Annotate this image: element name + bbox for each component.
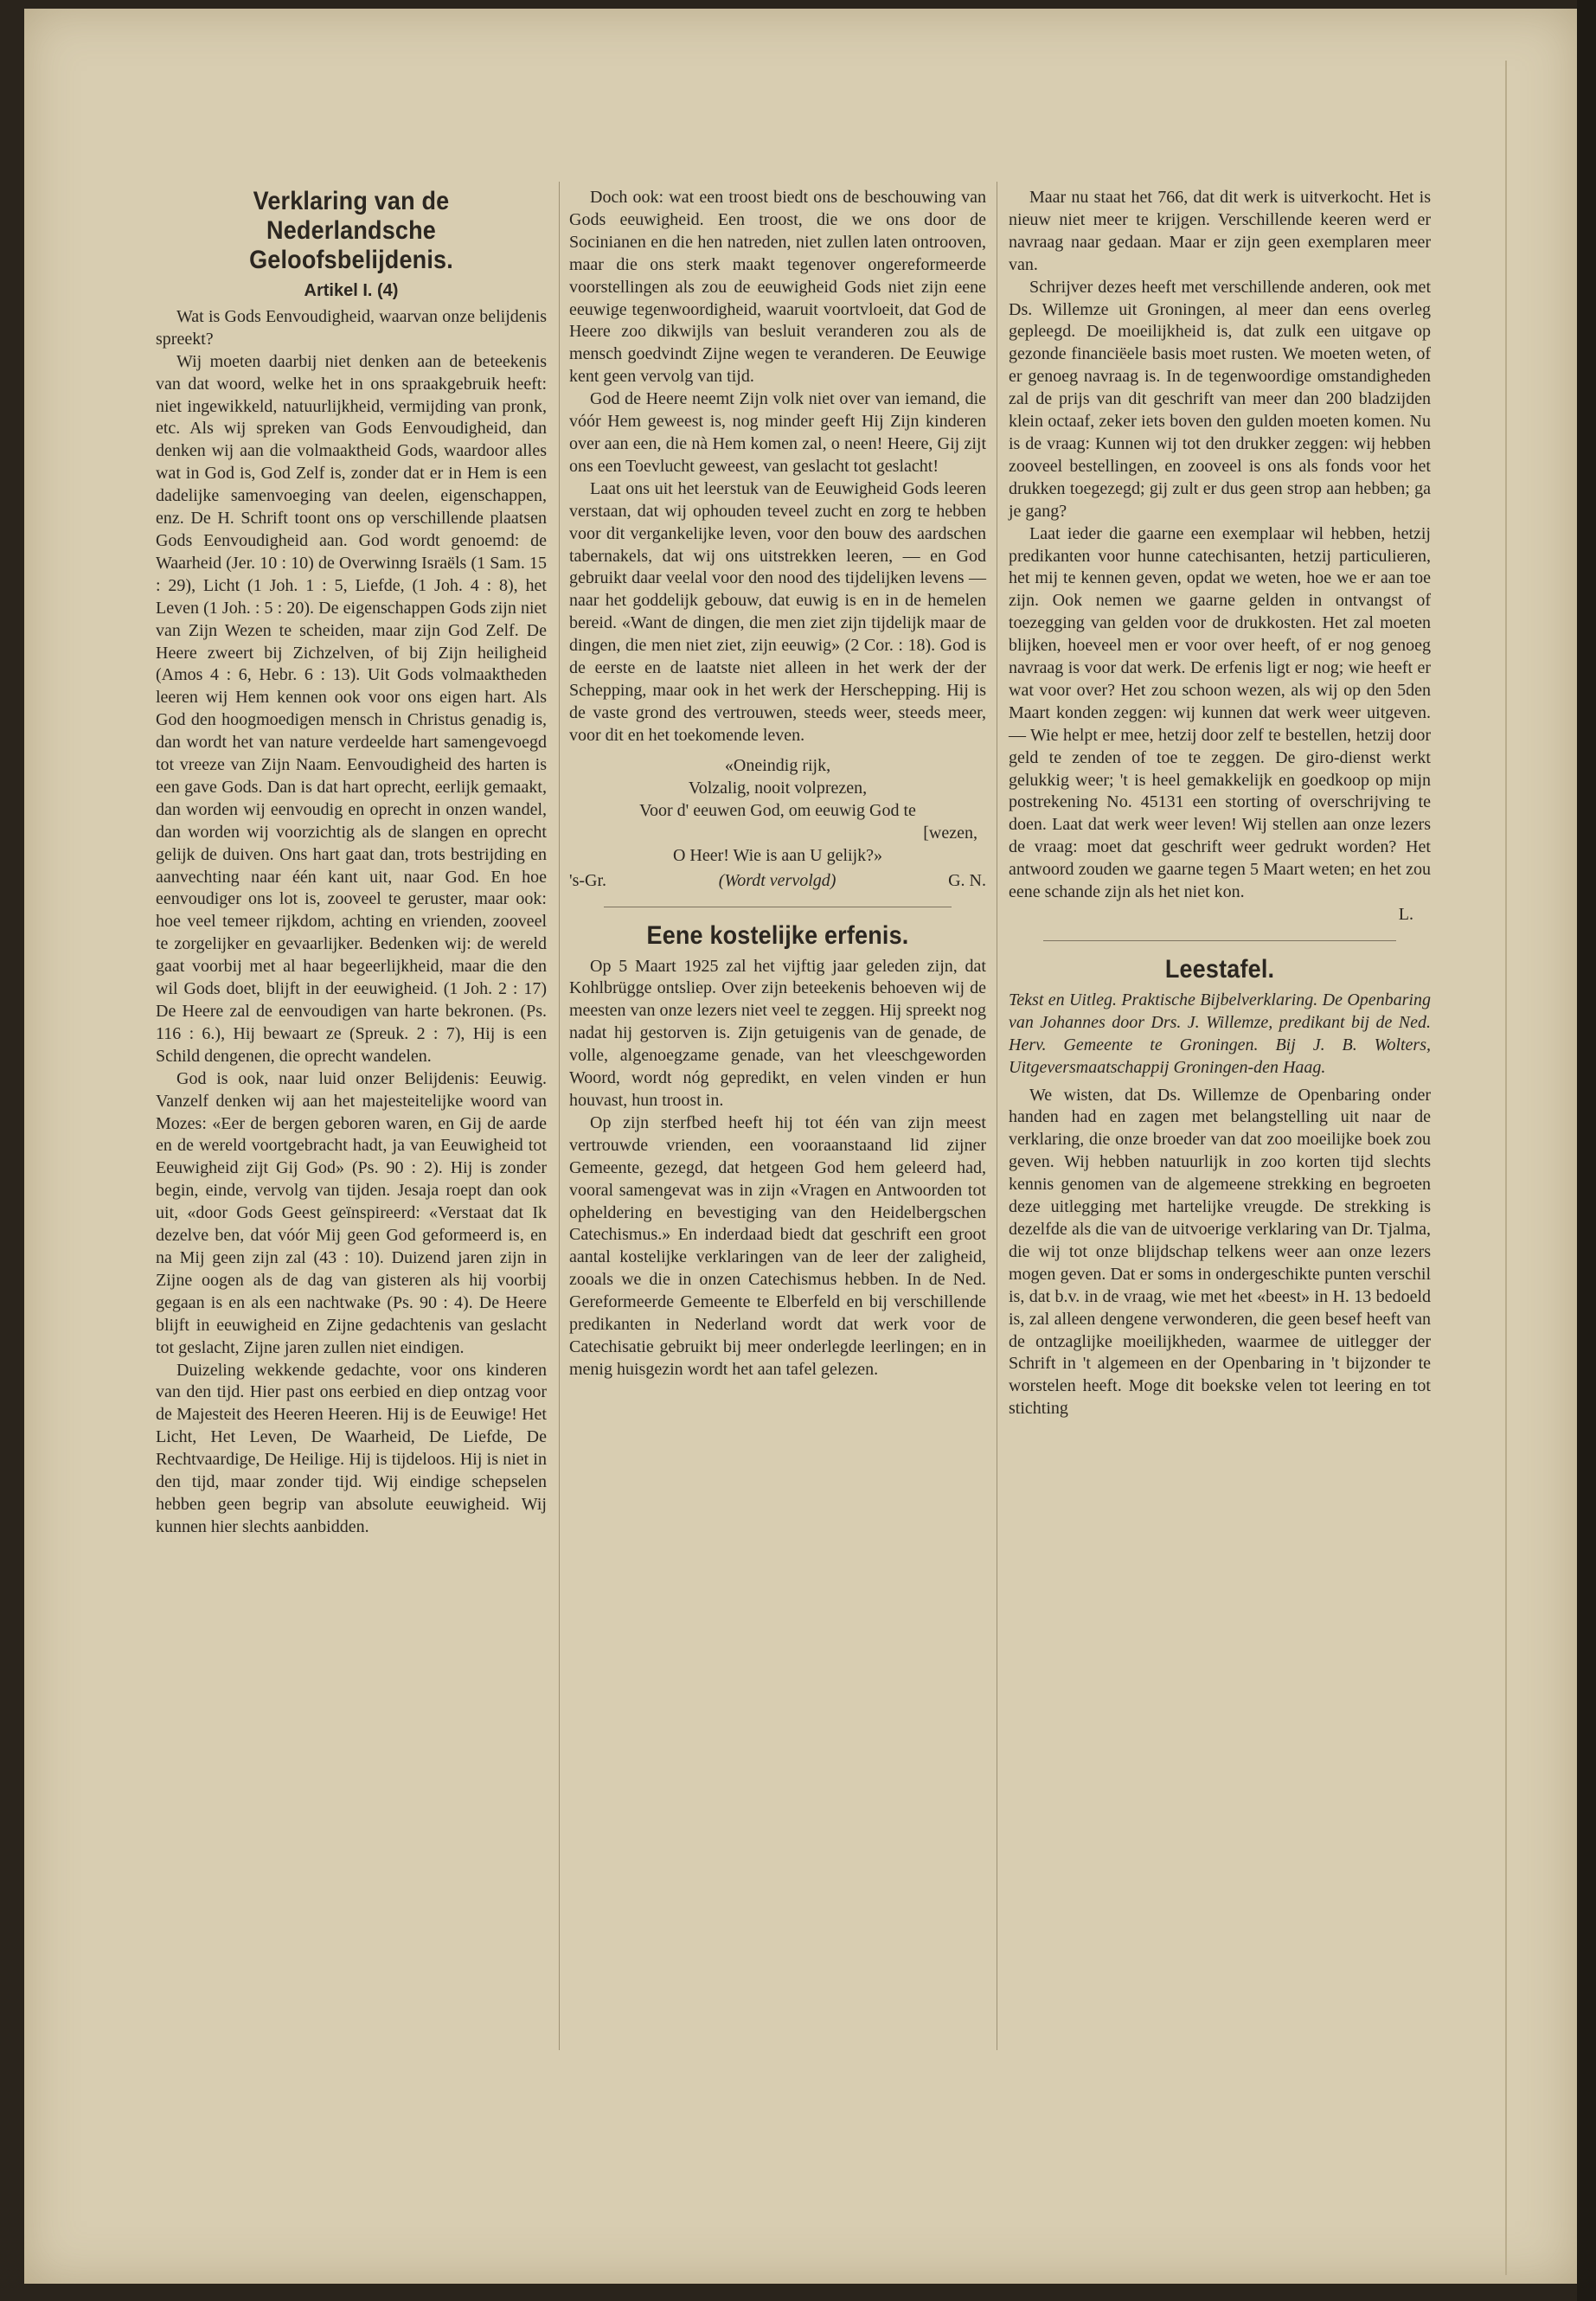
article-signature <box>569 870 986 893</box>
book-reference: Tekst en Uitleg. Praktische Bijbelverklaring. De Openbaring van Johannes door Drs. J. Willemze, predikant bij de Ned. Herv. Gemeente te Groningen. Bij J. B. Wolters, Uitgeversmaatschappij Groningen-den Haag. <box>1009 990 1431 1077</box>
column-2 <box>569 187 986 1381</box>
column-rule <box>559 182 560 2050</box>
article-title: Verklaring van de Nederlandsche Geloofsbelijdenis. <box>249 187 453 274</box>
signature-author: G. N. <box>948 870 986 890</box>
article-paragraph: Duizeling wekkende gedachte, voor ons kinderen van den tijd. Hier past ons eerbied en diep ontzag voor de Majesteit des Heeren Heeren. Hij is de Eeuwige! Het Licht, Het Leven, De Waarheid, De Liefde, De Rechtvaardige, De Heilige. Hij is tijdeloos. Hij is niet in den tijd, maar zonder tijd. Wij eindige schepselen hebben geen begrip van absolute eeuwigheid. Wij kunnen hier slechts aanbidden. <box>156 1360 547 1536</box>
article-subtitle: Artikel I. (4) <box>304 281 399 300</box>
article-paragraph: We wisten, dat Ds. Willemze de Openbaring onder handen had en zagen met belangstelling uit naar de verklaring, die onze broeder van dat zoo moeilijke boek zou geven. Wij hebben natuurlijk in zoo korten tijd slechts kennis genomen van de algemeene strekking en begroeten deze uitlegging met hartelijke vreugde. De strekking is dezelfde als die van de uitvoerige verklaring van Dr. Tjalma, die wij tot onze blijdschap telkens weer aan onze lezers mogen geven. Dat er soms in ondergeschikte punten verschil is, dat b.v. in de vraag, wie met het «beest» in H. 13 bedoeld is, zal alleen dengene verwonderen, die geen besef heeft van de ontzaglijke moeilijkheden, waarmee de uitlegger der Schrift in 't algemeen en der Openbaring in 't bijzonder te worstelen heeft. Moge dit boekske velen tot leering en tot stichting <box>1009 1085 1431 1419</box>
poem-line: O Heer! Wie is aan U gelijk?» <box>672 845 883 865</box>
article-paragraph: Doch ook: wat een troost biedt ons de beschouwing van Gods eeuwigheid. Een troost, die we ons door de Socinianen en die hen natreden, niet zullen laten ontrooven, maar die ons sterk maakt tegenover ongereformeerde voorstellingen als zou de eeuwigheid Gods niet zijn eene eeuwige tegenwoordigheid, waaruit voortvloeit, dat God de Heere zoo dikwijls van besluit veranderen zou als de mensch goedvindt Zijne wegen te veranderen. De Eeuwige kent geen vervolg van tijd. <box>569 188 986 387</box>
article-paragraph: God is ook, naar luid onzer Belijdenis: Eeuwig. Vanzelf denken wij aan het majesteitelijke woord van Mozes: «Eer de bergen geboren waren, en Gij de aarde en de wereld voortgebracht hadt, ja van Eeuwigheid tot Eeuwigheid zijt Gij God» (Ps. 90 : 2). Hij is zonder begin, einde, vervolg van tijden. Jesaja roept dan ook uit, «door Gods Geest geïnspireerd: «Verstaat dat Ik dezelve ben, dat vóór Mij geen God geformeerd is, en na Mij geen zijn zal (43 : 10). Duizend jaren zijn in Zijne oogen als de dag van gisteren als hij voorbij gegaan is en als een nachtwake (Ps. 90 : 4). De Heere blijft in eeuwigheid en Zijne gedachtenis van geslacht tot geslacht, Zijne jaren zullen niet eindigen. <box>156 1068 547 1357</box>
article-paragraph: Maar nu staat het 766, dat dit werk is uitverkocht. Het is nieuw niet meer te krijgen. Verschillende keeren werd er navraag naar gedaan. Maar er zijn geen exemplaren meer van. <box>1009 188 1431 274</box>
poem-line: «Oneindig rijk, <box>724 755 831 775</box>
article-paragraph: Op 5 Maart 1925 zal het vijftig jaar geleden zijn, dat Kohlbrügge ontsliep. Over zijn beteekenis behoeven wij de meesten van onze lezers niet veel te zeggen. Hij spreekt nog nadat hij gestorven is. Zijn getuigenis van de genade, de volle, algenoegzame genade, van het vleeschgeworden Woord, wordt nóg gepredikt, en velen vinden er hun houvast, hun troost in. <box>569 956 986 1110</box>
article-paragraph: God de Heere neemt Zijn volk niet over van iemand, die vóór Hem geweest is, nog minder geeft Hij Zijn kinderen over aan een, die nà Hem komen zal, o neen! Heere, Gij zijt ons een Toevlucht geweest, van geslacht tot geslacht! <box>569 389 986 476</box>
article-title: Eene kostelijke erfenis. <box>646 920 909 950</box>
poem-line: [wezen, <box>923 823 977 843</box>
continued-note: (Wordt vervolgd) <box>718 870 836 890</box>
scan-edge <box>1577 0 1596 2301</box>
article-title: Leestafel. <box>1164 954 1275 984</box>
column-3 <box>1009 187 1431 1420</box>
article-paragraph: Laat ieder die gaarne een exemplaar wil hebben, hetzij predikanten voor hunne catechisanten, hetzij particulieren, het mij te kennen geven, opdat we weten, hoe we er aan toe zijn. Ook nemen we gaarne gelden in ontvangst of toezegging van gelden voor de drukkosten. Het zal moeten blijken, hoeveel men er voor over heeft, of er nog genoeg navraag is voor dat werk. De erfenis ligt er nog; wie heeft er wat voor over? Het zou schoon wezen, als wij op den 5den Maart konden zeggen: wij kunnen dat werk weer uitgeven. — Wie helpt er mee, hetzij door zelf te bestellen, hetzij door geld te zenden of toe te zeggen. De giro-dienst werkt gelukkig weer; 't is heel gemakkelijk en goedkoop op mijn postrekening No. 45131 een storting of overschrijving te doen. Laat dat werk weer leven! Wij stellen aan onze lezers de vraag: moet dat geschrift weer gedrukt worden? Het antwoord zouden we gaarne tegen 5 Maart weten; en het zou eene schande zijn als het niet kon. <box>1009 523 1431 902</box>
article-paragraph: Schrijver dezes heeft met verschillende anderen, ook met Ds. Willemze uit Groningen, al meer dan eens overleg gepleegd. De moeilijkheid is, dat zulk een uitgave op gezonde financiëele basis moet rusten. We moeten weten, of er genoeg navraag is. In de tegenwoordige omstandigheden zal de prijs van dit geschrift van meer dan 200 bladzijden klein octaaf, zeker iets boven den gulden moeten komen. Nu is de vraag: Kunnen wij tot den drukker zeggen: wij hebben zooveel bestellingen, en zooveel is ons als fonds voor het drukken toegezegd; gij zult er dus geen strop aan hebben; ga je gang? <box>1009 277 1431 521</box>
signature-author: L. <box>1398 905 1413 924</box>
signature-place: 's-Gr. <box>569 870 607 890</box>
poem-quote <box>569 754 986 867</box>
article-paragraph: Op zijn sterfbed heeft hij tot één van zijn meest vertrouwde vrienden, een vooraanstaand lid zijner Gemeente, gezegd, dat hetgeen God hem geleerd had, vooral samengevat was in zijn «Vragen en Antwoorden tot opheldering en bevestiging van den Heidelbergschen Catechismus.» En inderdaad biedt dat geschrift een groot aantal kostelijke verklaringen van de leer der zaligheid, zooals we die in onzen Catechismus hebben. In de Ned. Gereformeerde Gemeente te Elberfeld en bij verschillende predikanten in Nederland wordt dat werk voor de Catechisatie gebruikt bij meer onderlegde leerlingen; en in menig huisgezin wordt het aan tafel gelezen. <box>569 1112 986 1379</box>
article-paragraph: Wat is Gods Eenvoudigheid, waarvan onze belijdenis spreekt? <box>156 306 547 349</box>
article-paragraph: Laat ons uit het leerstuk van de Eeuwigheid Gods leeren verstaan, dat wij ophouden teveel zucht en zorg te hebben voor dit vergankelijke leven, voor den bouw des aardschen tabernakels, dat wij ons uitstrekken leeren, — en God gebruikt daar veelal voor den nood des tijdelijken levens — naar het goddelijk gebouw, dat euwig is en in de hemelen bereid. «Want de dingen, die men ziet zijn tijdelijk maar de dingen, die men niet ziet, zijn eeuwig» (2 Cor. : 18). God is de eerste en de laatste niet alleen in het werk der der Schepping, maar ook in het werk der Herschepping. Hij is de vaste grond des vertrouwen, steeds weer, steeds meer, voor dit en het toekomende leven. <box>569 478 986 745</box>
article-separator <box>1043 940 1396 941</box>
page-frame-line <box>1505 61 1542 2275</box>
article-paragraph: Wij moeten daarbij niet denken aan de beteekenis van dat woord, welke het in ons spraakgebruik heeft: niet ingewikkeld, natuurlijkheid, vermijding van pronk, etc. Als wij spreken van Gods Eenvoudigheid, dan denken wij aan die volmaaktheid Gods, waardoor alles wat in God is, God Zelf is, zonder dat er in Hem is een dadelijke samenvoeging van deelen, eigenschappen, enz. De H. Schrift toont ons op verschillende plaatsen Gods Eenvoudigheid aan. God wordt genoemd: de Waarheid (Jer. 10 : 10) de Overwinng Israëls (1 Sam. 15 : 29), Licht (1 Joh. 1 : 5, Liefde, (1 Joh. 4 : 8), het Leven (1 Joh. : 5 : 20). De eigenschappen Gods zijn niet van Zijn Wezen te scheiden, maar zijn God Zelf. De Heere zweert bij Zichzelven, of bij Zijn heiligheid (Amos 4 : 6, Hebr. 6 : 13). Uit Gods volmaaktheden leeren wij Hem kennen ook voor ons eigen hart. Als God den hoogmoedigen mensch in Christus genadig is, dan wordt het van nature verdeelde hart samengevoegd tot vreeze van Zijn Naam. Eenvoudigheid des harten is een gave Gods. Dan is dat hart oprecht, eerlijk gemaakt, dan worden wij eenvoudig en oprecht in onzen wandel, dan worden wij voorzichtig als de slangen en oprecht gelijk de duiven. Ons hart gaat dan, trots bestrijding en aanvechting naar één kant uit, naar God. En hoe eenvoudiger ons lot is, zooveel te geruster, maar ook: hoe veel temeer rijkdom, achting en vrienden, zooveel te zorgelijker en gevaarlijker. Bedenken wij: de wereld gaat voorbij met al haar begeerlijkheid, maar die den wil Gods doet, blijft in der eeuwigheid. (1 Joh. 2 : 17) De Heere zal de eenvoudigen van harte bekronen. (Ps. 116 : 6.), Hij bewaart ze (Spreuk. 2 : 7), Hij is een Schild dengenen, die oprecht wandelen. <box>156 351 547 1066</box>
poem-line: Volzalig, nooit volprezen, <box>688 778 868 798</box>
column-1 <box>156 187 547 1539</box>
poem-line: Voor d' eeuwen God, om eeuwig God te <box>639 800 916 820</box>
